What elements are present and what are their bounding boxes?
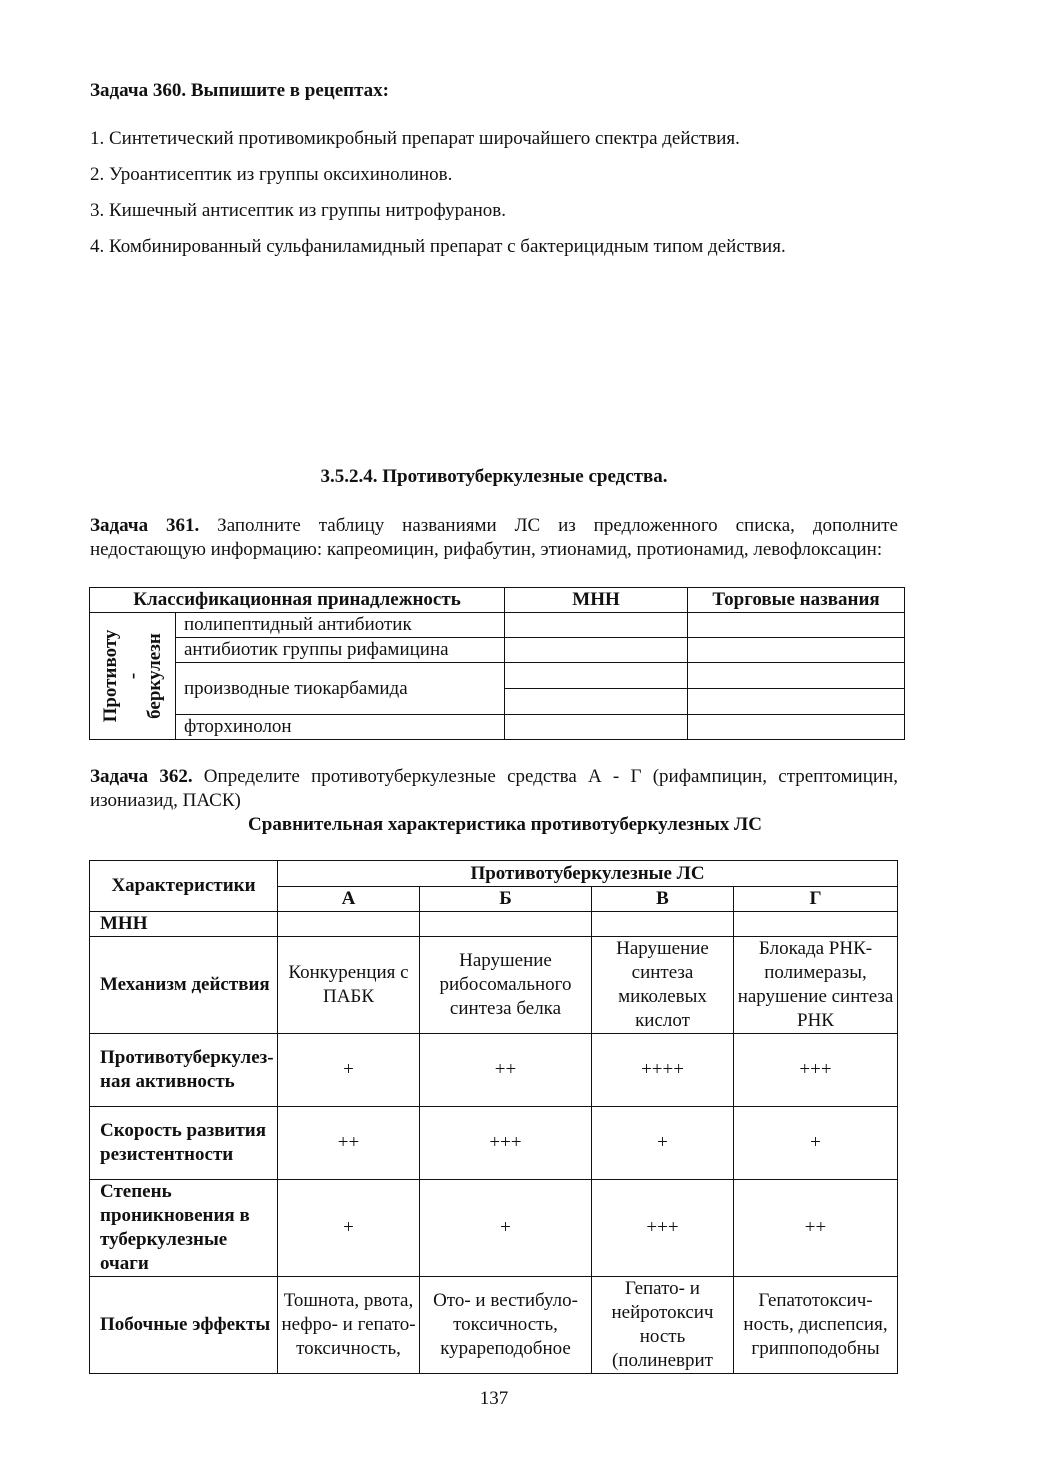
section-title: 3.5.2.4. Противотуберкулезные средства. [320, 466, 668, 487]
trade-input-cell[interactable] [688, 663, 905, 689]
trade-input-cell[interactable] [688, 689, 905, 715]
inn-input-cell[interactable] [505, 638, 688, 663]
table-cell: ++ [278, 1107, 420, 1180]
group-label: Противоту - беркулезн [100, 629, 165, 723]
inn-input-cell[interactable] [420, 912, 592, 937]
table-cell: + [734, 1107, 898, 1180]
table-cell: Конкуренция с ПАБК [278, 937, 420, 1034]
task-361-body: Заполните таблицу названиями ЛС из предложенного списка, дополните недостающую информацию: капреомицин, рифабутин, этионамид, протионамид, левофлоксацин: [90, 515, 898, 560]
task-360-item-4: 4. Комбинированный сульфаниламидный препарат с бактерицидным типом действия. [90, 236, 786, 257]
row-label: МНН [90, 912, 278, 937]
table-row [90, 638, 905, 663]
table-cell: Нарушение синтеза миколевых кислот [592, 937, 734, 1034]
table-cell: +++ [734, 1034, 898, 1107]
task-361-label: Задача 361. [90, 515, 200, 536]
task-362-text [90, 765, 898, 813]
table-row [90, 1277, 898, 1374]
row-class-cell: антибиотик группы рифамицина [176, 638, 505, 663]
task-360-title: Задача 360. Выпишите в рецептах: [90, 80, 389, 101]
row-label: Побочные эффекты [90, 1277, 278, 1374]
trade-input-cell[interactable] [688, 613, 905, 638]
table-cell: ++ [734, 1180, 898, 1277]
table-row [90, 1034, 898, 1107]
task-362-label: Задача 362. [90, 766, 193, 787]
column-b: Б [420, 887, 592, 912]
table-row [90, 715, 905, 740]
table-row [90, 613, 905, 638]
table-cell: + [278, 1034, 420, 1107]
table-cell: Гепатотоксич-ность, диспепсия, гриппоподобны [734, 1277, 898, 1374]
row-label: Противотуберкулез-ная активность [90, 1034, 278, 1107]
classification-table [89, 587, 905, 740]
table-header-row [90, 861, 898, 887]
table-cell: Ото- и вестибуло-токсичность, курареподобное [420, 1277, 592, 1374]
inn-input-cell[interactable] [505, 715, 688, 740]
task-362-table-title: Сравнительная характеристика противотуберкулезных ЛС [248, 814, 762, 835]
task-360-item-2: 2. Уроантисептик из группы оксихинолинов. [90, 164, 453, 185]
header-inn: МНН [505, 588, 688, 613]
table-row [90, 912, 898, 937]
table-cell: + [592, 1107, 734, 1180]
comparison-table [89, 860, 898, 1374]
page-number: 137 [479, 1388, 509, 1409]
group-label-cell [90, 613, 176, 740]
inn-input-cell[interactable] [505, 613, 688, 638]
row-class-cell: полипептидный антибиотик [176, 613, 505, 638]
table-header-row [90, 588, 905, 613]
row-label: Скорость развития резистентности [90, 1107, 278, 1180]
inn-input-cell[interactable] [505, 689, 688, 715]
table-row [90, 1107, 898, 1180]
table-row [90, 1180, 898, 1277]
row-class-cell: фторхинолон [176, 715, 505, 740]
inn-input-cell[interactable] [734, 912, 898, 937]
header-characteristics: Характеристики [90, 861, 278, 912]
row-label: Степень проникновения в туберкулезные очаги [90, 1180, 278, 1277]
header-group: Противотуберкулезные ЛС [278, 861, 898, 887]
header-classification: Классификационная принадлежность [90, 588, 505, 613]
table-cell: ++++ [592, 1034, 734, 1107]
inn-input-cell[interactable] [505, 663, 688, 689]
header-trade-names: Торговые названия [688, 588, 905, 613]
trade-input-cell[interactable] [688, 638, 905, 663]
row-class-cell: производные тиокарбамида [176, 663, 505, 715]
table-cell: +++ [420, 1107, 592, 1180]
row-label: Механизм действия [90, 937, 278, 1034]
table-cell: Нарушение рибосомального синтеза белка [420, 937, 592, 1034]
table-cell: + [278, 1180, 420, 1277]
table-cell: Тошнота, рвота, нефро- и гепато-токсичность, [278, 1277, 420, 1374]
inn-input-cell[interactable] [278, 912, 420, 937]
trade-input-cell[interactable] [688, 715, 905, 740]
table-row [90, 937, 898, 1034]
table-cell: +++ [592, 1180, 734, 1277]
table-cell: + [420, 1180, 592, 1277]
column-v: В [592, 887, 734, 912]
table-cell: Блокада РНК-полимеразы, нарушение синтеза РНК [734, 937, 898, 1034]
inn-input-cell[interactable] [592, 912, 734, 937]
table-cell: ++ [420, 1034, 592, 1107]
column-a: А [278, 887, 420, 912]
table-cell: Гепато- и нейротоксич ность (полиневрит [592, 1277, 734, 1374]
task-361-text [90, 514, 898, 562]
task-362-body: Определите противотуберкулезные средства А - Г (рифампицин, стрептомицин, изониазид, ПАСК) [90, 766, 898, 811]
task-360-item-1: 1. Синтетический противомикробный препарат широчайшего спектра действия. [90, 128, 740, 149]
task-360-item-3: 3. Кишечный антисептик из группы нитрофуранов. [90, 200, 506, 221]
column-g: Г [734, 887, 898, 912]
table-row [90, 663, 905, 689]
